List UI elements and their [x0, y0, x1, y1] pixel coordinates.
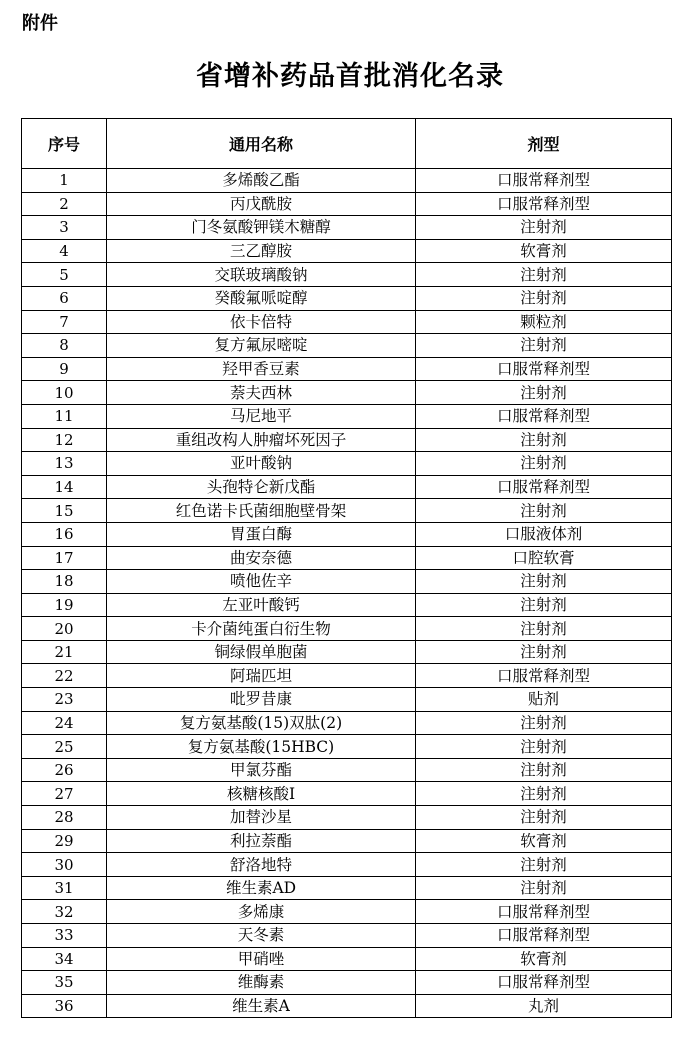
dosage-form-cell: 注射剂: [416, 735, 672, 759]
generic-name-cell: 丙戊酰胺: [107, 192, 416, 216]
row-index-cell: 10: [22, 381, 107, 405]
table-row: [22, 522, 672, 546]
row-index-cell: 28: [22, 806, 107, 830]
row-index-cell: 21: [22, 640, 107, 664]
dosage-form-cell: 口服常释剂型: [416, 900, 672, 924]
generic-name-cell: 喷他佐辛: [107, 570, 416, 594]
table-row: [22, 310, 672, 334]
table-row: [22, 593, 672, 617]
dosage-form-cell: 注射剂: [416, 782, 672, 806]
generic-name-cell: 维生素AD: [107, 876, 416, 900]
generic-name-cell: 亚叶酸钠: [107, 452, 416, 476]
table-row: [22, 806, 672, 830]
row-index-cell: 36: [22, 994, 107, 1018]
row-index-cell: 3: [22, 216, 107, 240]
row-index-cell: 18: [22, 570, 107, 594]
dosage-form-cell: 口服常释剂型: [416, 924, 672, 948]
table-row: [22, 428, 672, 452]
dosage-form-cell: 注射剂: [416, 499, 672, 523]
row-index-cell: 29: [22, 829, 107, 853]
dosage-form-cell: 注射剂: [416, 381, 672, 405]
generic-name-cell: 癸酸氟哌啶醇: [107, 286, 416, 310]
generic-name-cell: 利拉萘酯: [107, 829, 416, 853]
row-index-cell: 7: [22, 310, 107, 334]
table-row: [22, 782, 672, 806]
dosage-form-cell: 注射剂: [416, 428, 672, 452]
dosage-form-cell: 丸剂: [416, 994, 672, 1018]
row-index-cell: 35: [22, 971, 107, 995]
dosage-form-cell: 口服常释剂型: [416, 169, 672, 193]
dosage-form-cell: 贴剂: [416, 688, 672, 712]
table-row: [22, 876, 672, 900]
generic-name-cell: 维酶素: [107, 971, 416, 995]
generic-name-cell: 马尼地平: [107, 404, 416, 428]
generic-name-cell: 铜绿假单胞菌: [107, 640, 416, 664]
dosage-form-cell: 注射剂: [416, 758, 672, 782]
dosage-form-cell: 注射剂: [416, 853, 672, 877]
generic-name-cell: 复方氨基酸(15HBC): [107, 735, 416, 759]
document-title: 省增补药品首批消化名录: [196, 61, 504, 92]
dosage-form-cell: 注射剂: [416, 286, 672, 310]
row-index-cell: 12: [22, 428, 107, 452]
table-row: [22, 546, 672, 570]
table-row: [22, 263, 672, 287]
generic-name-cell: 曲安奈德: [107, 546, 416, 570]
row-index-cell: 27: [22, 782, 107, 806]
generic-name-cell: 天冬素: [107, 924, 416, 948]
dosage-form-cell: 口服常释剂型: [416, 357, 672, 381]
dosage-form-cell: 注射剂: [416, 617, 672, 641]
generic-name-cell: 阿瑞匹坦: [107, 664, 416, 688]
table-row: [22, 570, 672, 594]
column-header-index: 序号: [22, 119, 107, 169]
dosage-form-cell: 口服常释剂型: [416, 404, 672, 428]
row-index-cell: 16: [22, 522, 107, 546]
table-row: [22, 758, 672, 782]
row-index-cell: 1: [22, 169, 107, 193]
generic-name-cell: 维生素A: [107, 994, 416, 1018]
dosage-form-cell: 注射剂: [416, 216, 672, 240]
table-row: [22, 994, 672, 1018]
table-row: [22, 829, 672, 853]
table-row: [22, 169, 672, 193]
dosage-form-cell: 注射剂: [416, 876, 672, 900]
dosage-form-cell: 口服常释剂型: [416, 971, 672, 995]
dosage-form-cell: 软膏剂: [416, 829, 672, 853]
generic-name-cell: 吡罗昔康: [107, 688, 416, 712]
dosage-form-cell: 注射剂: [416, 711, 672, 735]
dosage-form-cell: 口服常释剂型: [416, 664, 672, 688]
generic-name-cell: 甲硝唑: [107, 947, 416, 971]
row-index-cell: 22: [22, 664, 107, 688]
generic-name-cell: 红色诺卡氏菌细胞壁骨架: [107, 499, 416, 523]
dosage-form-cell: 注射剂: [416, 570, 672, 594]
table-row: [22, 404, 672, 428]
table-row: [22, 357, 672, 381]
dosage-form-cell: 注射剂: [416, 806, 672, 830]
table-row: [22, 381, 672, 405]
row-index-cell: 19: [22, 593, 107, 617]
generic-name-cell: 核糖核酸I: [107, 782, 416, 806]
row-index-cell: 24: [22, 711, 107, 735]
table-row: [22, 640, 672, 664]
dosage-form-cell: 注射剂: [416, 452, 672, 476]
row-index-cell: 15: [22, 499, 107, 523]
row-index-cell: 14: [22, 475, 107, 499]
generic-name-cell: 加替沙星: [107, 806, 416, 830]
generic-name-cell: 萘夫西林: [107, 381, 416, 405]
table-row: [22, 334, 672, 358]
generic-name-cell: 舒洛地特: [107, 853, 416, 877]
table-row: [22, 664, 672, 688]
table-row: [22, 971, 672, 995]
generic-name-cell: 左亚叶酸钙: [107, 593, 416, 617]
table-header-row: [22, 119, 672, 169]
table-row: [22, 239, 672, 263]
dosage-form-cell: 软膏剂: [416, 947, 672, 971]
table-row: [22, 216, 672, 240]
dosage-form-cell: 口腔软膏: [416, 546, 672, 570]
annex-label: 附件: [22, 13, 58, 34]
row-index-cell: 32: [22, 900, 107, 924]
dosage-form-cell: 口服液体剂: [416, 522, 672, 546]
table-row: [22, 475, 672, 499]
column-header-generic-name: 通用名称: [107, 119, 416, 169]
generic-name-cell: 复方氟尿嘧啶: [107, 334, 416, 358]
row-index-cell: 13: [22, 452, 107, 476]
row-index-cell: 8: [22, 334, 107, 358]
generic-name-cell: 三乙醇胺: [107, 239, 416, 263]
table-row: [22, 924, 672, 948]
generic-name-cell: 卡介菌纯蛋白衍生物: [107, 617, 416, 641]
row-index-cell: 2: [22, 192, 107, 216]
dosage-form-cell: 注射剂: [416, 640, 672, 664]
row-index-cell: 5: [22, 263, 107, 287]
table-row: [22, 947, 672, 971]
row-index-cell: 33: [22, 924, 107, 948]
table-row: [22, 452, 672, 476]
generic-name-cell: 羟甲香豆素: [107, 357, 416, 381]
row-index-cell: 4: [22, 239, 107, 263]
generic-name-cell: 依卡倍特: [107, 310, 416, 334]
table-row: [22, 735, 672, 759]
row-index-cell: 26: [22, 758, 107, 782]
dosage-form-cell: 软膏剂: [416, 239, 672, 263]
row-index-cell: 23: [22, 688, 107, 712]
generic-name-cell: 头孢特仑新戊酯: [107, 475, 416, 499]
table-row: [22, 711, 672, 735]
row-index-cell: 20: [22, 617, 107, 641]
column-header-dosage-form: 剂型: [416, 119, 672, 169]
table-row: [22, 900, 672, 924]
dosage-form-cell: 颗粒剂: [416, 310, 672, 334]
row-index-cell: 31: [22, 876, 107, 900]
row-index-cell: 9: [22, 357, 107, 381]
table-row: [22, 286, 672, 310]
dosage-form-cell: 注射剂: [416, 263, 672, 287]
table-row: [22, 688, 672, 712]
row-index-cell: 30: [22, 853, 107, 877]
dosage-form-cell: 口服常释剂型: [416, 475, 672, 499]
table-body: [22, 169, 672, 1018]
row-index-cell: 25: [22, 735, 107, 759]
row-index-cell: 34: [22, 947, 107, 971]
generic-name-cell: 交联玻璃酸钠: [107, 263, 416, 287]
generic-name-cell: 多烯康: [107, 900, 416, 924]
table-row: [22, 853, 672, 877]
generic-name-cell: 重组改构人肿瘤坏死因子: [107, 428, 416, 452]
generic-name-cell: 甲氯芬酯: [107, 758, 416, 782]
generic-name-cell: 门冬氨酸钾镁木糖醇: [107, 216, 416, 240]
generic-name-cell: 胃蛋白酶: [107, 522, 416, 546]
drug-list-table: [21, 118, 672, 1018]
generic-name-cell: 复方氨基酸(15)双肽(2): [107, 711, 416, 735]
dosage-form-cell: 注射剂: [416, 334, 672, 358]
row-index-cell: 6: [22, 286, 107, 310]
table-row: [22, 499, 672, 523]
generic-name-cell: 多烯酸乙酯: [107, 169, 416, 193]
table-row: [22, 192, 672, 216]
row-index-cell: 17: [22, 546, 107, 570]
table-row: [22, 617, 672, 641]
dosage-form-cell: 口服常释剂型: [416, 192, 672, 216]
row-index-cell: 11: [22, 404, 107, 428]
dosage-form-cell: 注射剂: [416, 593, 672, 617]
